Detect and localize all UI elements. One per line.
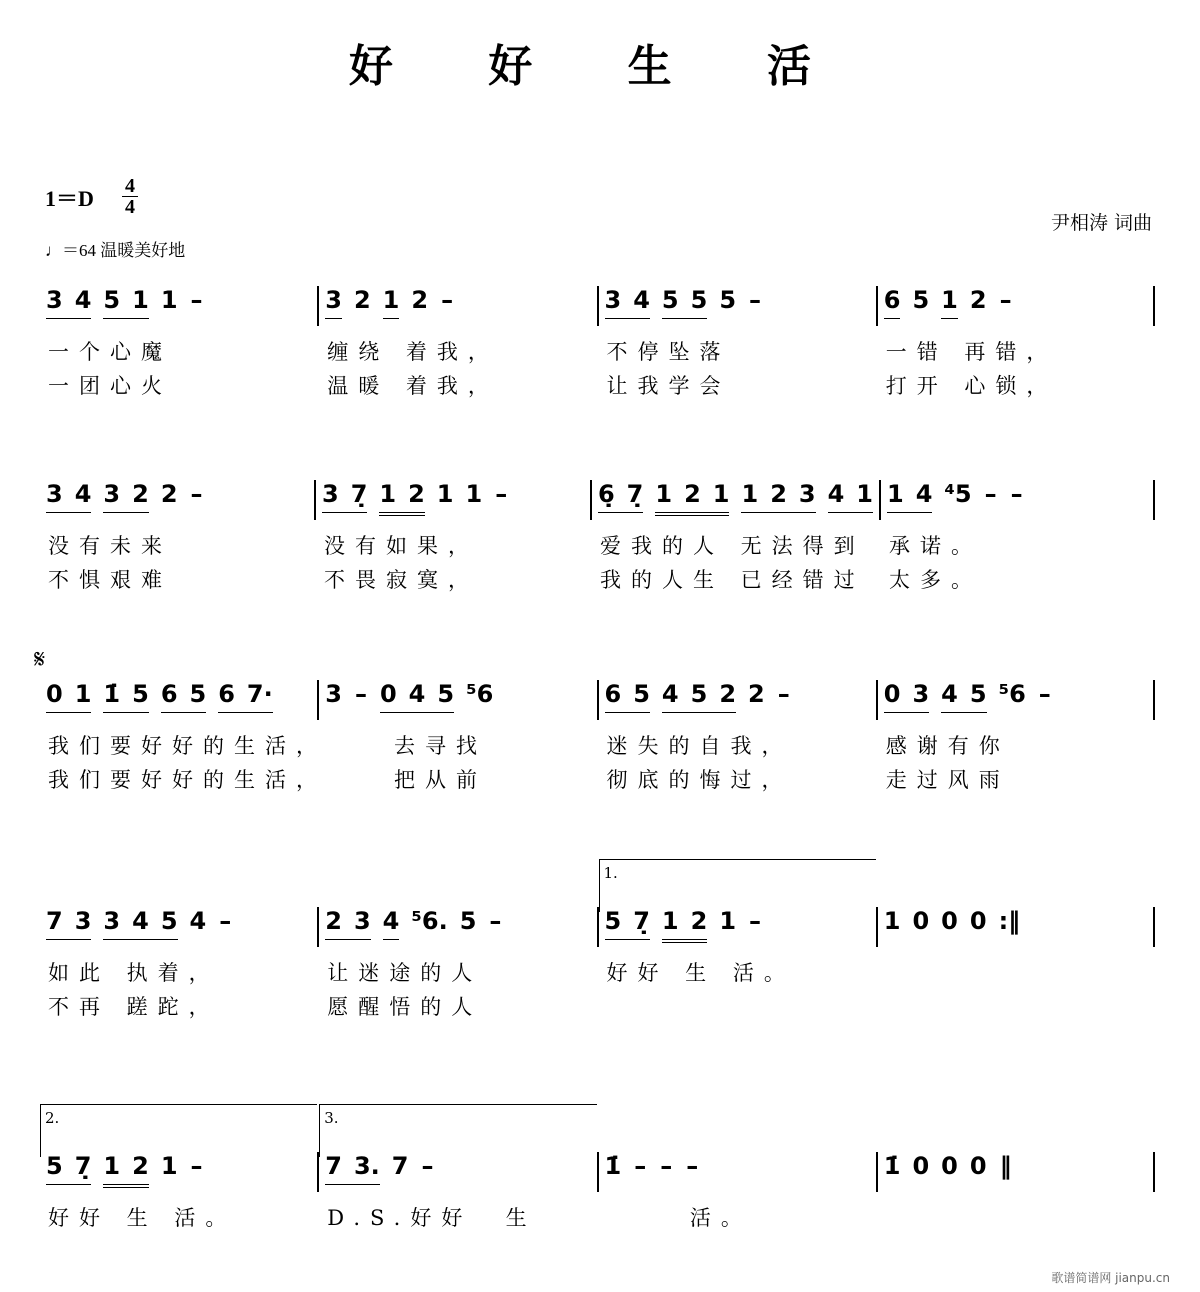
note: 6 — [883, 286, 901, 314]
note: 2 — [160, 480, 178, 508]
note: 7 — [391, 1152, 409, 1180]
note: 4 — [915, 480, 933, 508]
note: 1 — [856, 480, 873, 508]
lyric-verse-1: 不停坠落 — [606, 340, 731, 364]
note: 0 — [969, 1152, 987, 1180]
note: 0 — [379, 680, 397, 708]
note: – — [421, 1152, 434, 1180]
note: 5 — [969, 680, 987, 708]
note: 1 — [160, 1152, 178, 1180]
beam-group — [494, 480, 508, 512]
beam-group — [488, 907, 502, 939]
time-sig-top: 4 — [125, 175, 135, 197]
note: 3. — [353, 1152, 380, 1180]
note: 1 — [887, 480, 904, 508]
measure — [317, 680, 596, 792]
note: 3 — [321, 480, 339, 508]
notes — [605, 286, 870, 326]
beam-group — [379, 480, 424, 516]
lyric-verse-1: 缠绕 着我， — [327, 340, 499, 364]
note: 6 — [218, 680, 235, 708]
note: 2 — [770, 480, 787, 508]
note: :‖ — [998, 907, 1021, 935]
beam-group — [466, 480, 483, 512]
notes — [325, 1152, 590, 1192]
note: 5 — [690, 680, 708, 708]
lyric-verse-1: 没有未来 — [48, 534, 172, 558]
barline — [1153, 1152, 1155, 1192]
note: – — [219, 907, 232, 935]
beam-group — [322, 480, 367, 513]
lyric-verse-2: 温暖 着我， — [327, 374, 499, 398]
note: 3 — [46, 286, 63, 314]
note: 7̣ — [633, 907, 650, 935]
note: 5 — [189, 680, 207, 708]
beam-group — [659, 1152, 673, 1184]
note: 5 — [160, 907, 178, 935]
beam-group — [103, 680, 148, 713]
note: – — [984, 480, 997, 508]
note: 2 — [690, 907, 708, 935]
notes — [46, 907, 311, 947]
note: 5 — [437, 680, 455, 708]
note: 1 — [132, 286, 149, 314]
score-line — [40, 286, 1155, 398]
lyric-verse-1: 让迷途的人 — [327, 961, 483, 985]
note: 1̇ — [883, 1152, 901, 1180]
note: 2 — [748, 680, 765, 708]
measure — [314, 480, 590, 592]
note: 7· — [246, 680, 273, 708]
note: 0 — [941, 907, 958, 935]
beam-group — [354, 680, 368, 712]
volta-bracket: 2. — [40, 1104, 317, 1157]
lyric-verse-1: 一个心魔 — [48, 340, 172, 364]
lyric-verse-1: 去寻找 — [327, 734, 487, 758]
note: 1 — [160, 286, 178, 314]
beam-group — [1010, 480, 1024, 512]
beam-group — [912, 907, 929, 939]
note: 5 — [604, 907, 622, 935]
note: 3 — [74, 907, 92, 935]
measure — [590, 480, 879, 592]
notes — [322, 480, 584, 520]
beam-group — [633, 1152, 647, 1184]
note: 2 — [969, 286, 987, 314]
beam-group — [380, 680, 454, 713]
measure — [597, 286, 876, 398]
beam-group — [190, 1152, 204, 1184]
beam-group — [912, 1152, 929, 1184]
note: 7̣ — [74, 1152, 92, 1180]
note: 3 — [46, 480, 63, 508]
beam-group — [662, 286, 707, 319]
score-line — [40, 1109, 1155, 1230]
beam-group — [748, 286, 762, 318]
beam-group — [970, 286, 987, 318]
volta-bracket: 1. — [599, 859, 876, 912]
barline — [1153, 680, 1155, 720]
note: 2 — [411, 286, 429, 314]
beam-group — [970, 1152, 987, 1184]
beam-group — [46, 907, 91, 940]
watermark: 歌谱简谱网 jianpu.cn — [1051, 1271, 1170, 1285]
note: 3 — [103, 907, 121, 935]
note: 1 — [379, 480, 397, 508]
measure — [40, 1109, 317, 1230]
barline — [1153, 286, 1155, 326]
lyric-verse-1: 如此 执着， — [48, 961, 220, 985]
beam-group — [411, 907, 447, 939]
note: – — [441, 286, 454, 314]
note: 1 — [719, 907, 737, 935]
beam-group — [777, 680, 791, 712]
score-line — [40, 480, 1155, 592]
barline — [1153, 907, 1155, 947]
measure — [876, 286, 1155, 398]
lyric-verse-2: 不再 蹉跎， — [48, 995, 220, 1019]
note: 6 — [160, 680, 178, 708]
note: 2 — [684, 480, 701, 508]
beam-group — [437, 480, 454, 512]
note: ⁵6. — [411, 907, 448, 935]
note: – — [190, 480, 203, 508]
key-signature: 1＝D — [45, 186, 94, 211]
note: 3 — [604, 286, 622, 314]
beam-group — [354, 286, 371, 318]
measure — [40, 907, 317, 1019]
note: 5 — [46, 1152, 63, 1180]
lyric-verse-2: 一团心火 — [48, 374, 172, 398]
note: 7 — [325, 1152, 342, 1180]
beam-group — [999, 286, 1013, 318]
note: 5 — [459, 907, 477, 935]
note: 4 — [827, 480, 845, 508]
beam-group — [460, 907, 477, 939]
beam-group — [741, 480, 815, 513]
note: – — [999, 286, 1012, 314]
lyric-verse-1: 好好 生 活。 — [48, 1206, 237, 1230]
beam-group — [884, 680, 929, 713]
lyric-verse-2: 我的人生 已经错过 — [599, 568, 865, 592]
note: 3 — [798, 480, 816, 508]
measure — [879, 480, 1155, 592]
notes — [887, 480, 1149, 520]
beam-group — [103, 286, 148, 319]
note: 1 — [741, 480, 759, 508]
measure — [40, 480, 314, 592]
notes — [46, 480, 308, 520]
notes — [884, 1152, 1149, 1192]
beam-group — [190, 286, 204, 318]
notes — [605, 907, 870, 947]
beam-group — [383, 907, 400, 940]
note: 1̇ — [604, 1152, 622, 1180]
note: 5 — [912, 286, 930, 314]
note: – — [660, 1152, 673, 1180]
lyric-verse-1: 活。 — [606, 1206, 752, 1230]
beam-group — [605, 907, 650, 940]
note: 4 — [74, 286, 92, 314]
note: ⁵6 — [998, 680, 1026, 708]
beam-group — [46, 480, 91, 513]
measure — [317, 1109, 596, 1230]
lyric-verse-2: 把从前 — [327, 768, 487, 792]
beam-group — [325, 286, 342, 319]
note: 5 — [690, 286, 708, 314]
beam-group — [161, 480, 178, 512]
lyric-verse-2: 愿醒悟的人 — [327, 995, 483, 1019]
note: 4 — [382, 907, 400, 935]
lyric-verse-1: 我们要好好的生活， — [48, 734, 327, 758]
beam-group — [884, 1152, 901, 1184]
volta-bracket: 3. — [319, 1104, 596, 1157]
note: 7 — [46, 907, 63, 935]
beam-group — [719, 907, 736, 939]
note: 1 — [941, 286, 958, 314]
note: – — [686, 1152, 699, 1180]
score-line — [40, 864, 1155, 1019]
measure — [597, 680, 876, 792]
beam-group — [392, 1152, 409, 1184]
lyric-verse-2: 不畏寂寞， — [323, 568, 479, 592]
note: – — [190, 286, 203, 314]
notes — [884, 286, 1149, 326]
note: 1 — [465, 480, 483, 508]
lyric-verse-1: 一错 再错， — [885, 340, 1058, 364]
lyric-verse-1: 没有如果， — [323, 534, 479, 558]
note: 4 — [941, 680, 958, 708]
note: – — [489, 907, 502, 935]
beam-group — [598, 480, 643, 513]
note: 0 — [912, 907, 930, 935]
note: – — [354, 680, 367, 708]
beam-group — [190, 907, 207, 939]
beam-group — [325, 1152, 380, 1185]
beam-group — [605, 286, 650, 319]
beam-group — [748, 680, 765, 712]
note: – — [1038, 680, 1051, 708]
beam-group — [944, 480, 971, 512]
note: – — [749, 286, 762, 314]
note: 3 — [103, 480, 121, 508]
lyric-verse-2: 彻底的悔过， — [606, 768, 793, 792]
barline — [1153, 480, 1155, 520]
notes — [325, 680, 590, 720]
note: – — [749, 907, 762, 935]
beam-group — [941, 907, 958, 939]
measure — [876, 680, 1155, 792]
lyric-verse-1: 好好 生 活。 — [606, 961, 795, 985]
note: 7̣ — [350, 480, 368, 508]
note: 1 — [712, 480, 730, 508]
note: 3 — [353, 907, 371, 935]
beam-group — [190, 480, 204, 512]
note: 4 — [132, 907, 149, 935]
note: 4 — [189, 907, 207, 935]
notes — [605, 680, 870, 720]
note: 1 — [103, 1152, 121, 1180]
lyric-verse-2: 让我学会 — [606, 374, 731, 398]
note: – — [1010, 480, 1023, 508]
note: 1 — [74, 680, 92, 708]
measure — [40, 680, 327, 792]
lyric-verse-2: 走过风雨 — [885, 768, 1010, 792]
beam-group — [685, 1152, 699, 1184]
beam-group — [984, 480, 998, 512]
note: ⁴5 — [944, 480, 972, 508]
time-sig-bottom: 4 — [125, 196, 135, 218]
measure — [876, 1152, 1155, 1192]
note: 5 — [633, 680, 650, 708]
note: 0 — [969, 907, 987, 935]
beam-group — [466, 680, 493, 712]
beam-group — [1038, 680, 1052, 712]
note: 3 — [912, 680, 930, 708]
beam-group — [605, 1152, 622, 1184]
note: 1̇ — [103, 680, 121, 708]
lyric-verse-1: 感谢有你 — [885, 734, 1010, 758]
lyric-verse-1: 迷失的自我， — [606, 734, 793, 758]
beam-group — [161, 286, 178, 318]
note: 0 — [883, 680, 901, 708]
note: 2 — [353, 286, 371, 314]
note: 5 — [661, 286, 679, 314]
beam-group — [46, 1152, 91, 1185]
note: 1 — [661, 907, 679, 935]
beam-group — [46, 680, 91, 713]
beam-group — [218, 907, 232, 939]
measure — [597, 1152, 876, 1230]
note: 5 — [132, 680, 149, 708]
beam-group — [887, 480, 932, 513]
lyric-verse-2: 我们要好好的生活， — [48, 768, 327, 792]
beam-group — [884, 286, 901, 319]
beam-group — [912, 286, 929, 318]
beam-group — [748, 907, 762, 939]
notes — [46, 680, 311, 720]
note: 2 — [325, 907, 342, 935]
note: – — [495, 480, 508, 508]
notes — [598, 480, 873, 520]
note: 0 — [46, 680, 63, 708]
beam-group — [103, 480, 148, 513]
note: 7̣ — [626, 480, 644, 508]
beam-group — [103, 1152, 148, 1188]
lyric-verse-1: 爱我的人 无法得到 — [599, 534, 865, 558]
beam-group — [655, 480, 729, 516]
beam-group — [999, 680, 1026, 712]
note: 0 — [912, 1152, 930, 1180]
measure — [40, 286, 317, 398]
note: 1 — [382, 286, 400, 314]
note: 5 — [719, 286, 737, 314]
beam-group — [161, 680, 206, 713]
measure — [876, 907, 1155, 947]
note: 3 — [325, 680, 342, 708]
note: 2 — [132, 1152, 149, 1180]
lyric-verse-1: 承诺。 — [889, 534, 982, 558]
lyric-verse-2: 不惧艰难 — [48, 568, 172, 592]
note: 6̣ — [597, 480, 615, 508]
beam-group — [325, 907, 370, 940]
note: 6 — [604, 680, 622, 708]
beam-group — [662, 680, 736, 713]
beam-group — [218, 680, 273, 713]
note: 3 — [325, 286, 342, 314]
note: ⁵6 — [466, 680, 494, 708]
note: 1 — [883, 907, 901, 935]
score-line — [40, 680, 1155, 792]
note: – — [190, 1152, 203, 1180]
notes — [605, 1152, 870, 1192]
note: 2 — [408, 480, 425, 508]
beam-group — [46, 286, 91, 319]
beam-group — [383, 286, 400, 319]
beam-group — [941, 286, 958, 319]
beam-group — [970, 907, 987, 939]
note: 2 — [132, 480, 149, 508]
measure — [317, 907, 596, 1019]
measure — [597, 864, 876, 985]
beam-group — [662, 907, 707, 943]
note: 0 — [941, 1152, 958, 1180]
note: 4 — [661, 680, 679, 708]
time-signature — [122, 176, 138, 217]
segno-icon: 𝄋 — [34, 645, 46, 675]
notes — [46, 1152, 311, 1192]
beam-group — [325, 680, 342, 712]
notes — [884, 680, 1149, 720]
lyric-verse-2: 太多。 — [889, 568, 982, 592]
note: 4 — [74, 480, 92, 508]
note: – — [777, 680, 790, 708]
beam-group — [941, 1152, 958, 1184]
note: 1 — [655, 480, 673, 508]
song-title: 好 好 生 活 — [349, 41, 851, 92]
beam-group — [411, 286, 428, 318]
beam-group — [420, 1152, 434, 1184]
notes — [325, 907, 590, 947]
note: 4 — [408, 680, 426, 708]
beam-group — [999, 907, 1021, 939]
note: 1 — [436, 480, 454, 508]
beam-group — [941, 680, 986, 713]
notes — [884, 907, 1149, 947]
beam-group — [999, 1152, 1013, 1184]
lyric-verse-2: 打开 心锁， — [885, 374, 1058, 398]
note: 5 — [103, 286, 121, 314]
notes — [325, 286, 590, 326]
notes — [46, 286, 311, 326]
note: 4 — [633, 286, 650, 314]
beam-group — [884, 907, 901, 939]
beam-group — [719, 286, 736, 318]
beam-group — [103, 907, 177, 940]
note: ‖ — [999, 1152, 1012, 1180]
beam-group — [605, 680, 650, 713]
beam-group — [440, 286, 454, 318]
note: 2 — [719, 680, 737, 708]
beam-group — [828, 480, 873, 513]
tempo-marking: ♩＝64 温暖美好地 — [45, 241, 186, 260]
lyric-verse-1: D.S.好好 生 — [327, 1206, 537, 1230]
note: – — [634, 1152, 647, 1180]
beam-group — [161, 1152, 178, 1184]
author-credit: 尹相涛 词曲 — [1050, 212, 1152, 234]
measure — [317, 286, 596, 398]
